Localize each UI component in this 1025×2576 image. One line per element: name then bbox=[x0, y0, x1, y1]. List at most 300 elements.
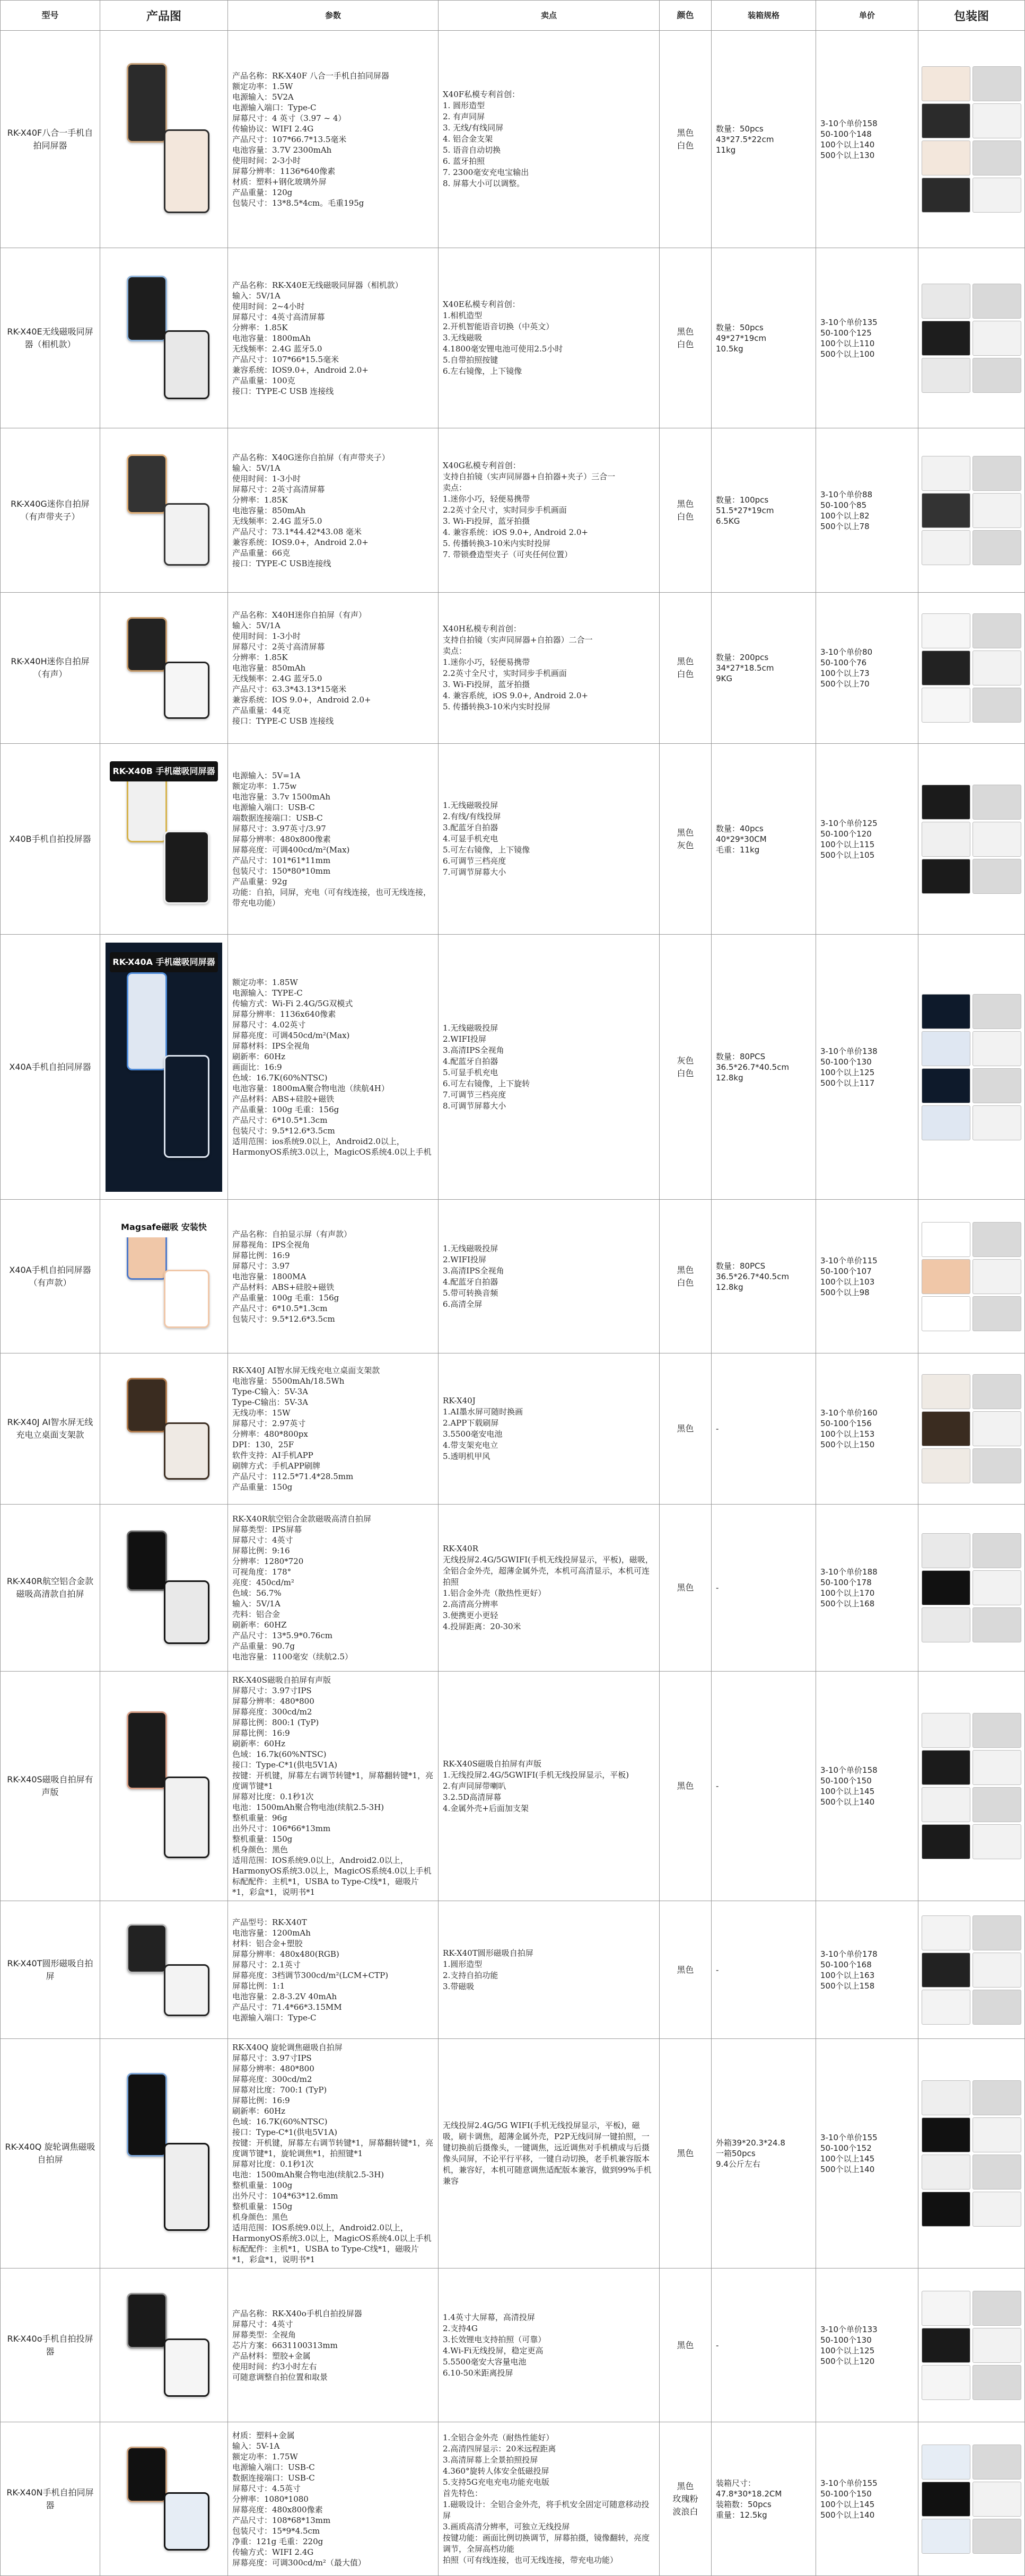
params-cell-line: 屏幕尺寸：4.5英寸 bbox=[232, 2483, 301, 2493]
device-photo bbox=[127, 63, 167, 143]
package-photo bbox=[973, 1824, 1021, 1859]
table-row bbox=[1, 935, 1025, 1200]
selling-cell-line: 1.圆形造型 bbox=[443, 1959, 483, 1969]
package-photo bbox=[922, 1570, 970, 1605]
package-photo bbox=[922, 1533, 970, 1568]
selling-cell-line: 6.可左右镜像，上下旋转 bbox=[443, 1078, 530, 1088]
package-image-cell bbox=[918, 2269, 1025, 2422]
package-photo bbox=[922, 530, 970, 565]
table-row bbox=[1, 1200, 1025, 1353]
params-cell-line: 产品名称：RK-X40o手机自拍投屏器 bbox=[232, 2308, 362, 2318]
params-cell-line: 分辨率：480*800px bbox=[232, 1429, 308, 1439]
package-photo bbox=[973, 688, 1021, 723]
device-photo bbox=[164, 1270, 209, 1328]
packing-cell: 数量：50pcs 43*27.5*22cm 11kg bbox=[712, 31, 816, 248]
package-photo bbox=[922, 994, 970, 1029]
selling-cell-line: 无线投屏2.4G/5G WIFI(手机无线投屏显示，平板)，磁吸，刷卡调焦，超薄金属外壳，P2P无线同屏一键拍照，一键切换前后摄像头，一键调焦，远近调焦对手机横成与后摄像头同屏，不论平行平移，一键自动切换，老手机兼容版本机，兼容好，本机可随意调焦适配版本兼容，做到99%手机兼容 bbox=[443, 2121, 652, 2186]
package-photo bbox=[922, 1915, 970, 1950]
package-photo bbox=[922, 1105, 970, 1140]
selling-cell-line: 按键功能：画面比例切换调节，屏幕拍摄，镜像翻转，亮度调节，全屏高档功能 bbox=[443, 2533, 650, 2554]
package-image bbox=[918, 63, 1024, 216]
product-image bbox=[106, 2430, 222, 2568]
price-cell: 3-10个单价188 50-100个178 100个以上170 500个以上168 bbox=[816, 1505, 918, 1672]
params-cell-line: 屏幕分辨率：1136*640像素 bbox=[232, 166, 336, 176]
product-image bbox=[106, 256, 222, 420]
package-photo bbox=[973, 1953, 1021, 1988]
params-cell-line: 屏幕分辨率：480*800 bbox=[232, 1696, 314, 1706]
params-cell-line: 无线功率：15W bbox=[232, 1408, 291, 1418]
selling-cell-line: 5.自带拍照按键 bbox=[443, 355, 498, 365]
packing-cell: - bbox=[712, 2269, 816, 2422]
selling-cell-line: 1.迷你小巧，轻便易携带 bbox=[443, 494, 530, 504]
package-image-cell bbox=[918, 31, 1025, 248]
package-photo bbox=[973, 650, 1021, 685]
params-cell-line: 屏幕比例：16:9 bbox=[232, 1728, 290, 1738]
selling-cell-line: 5.5500毫安大容量电池 bbox=[443, 2357, 527, 2367]
selling-cell-line: 2.WIFI投屏 bbox=[443, 1034, 486, 1044]
device-photo bbox=[164, 330, 209, 399]
selling-cell bbox=[439, 744, 660, 935]
price-cell: 3-10个单价158 50-100个148 100个以上140 500个以上130 bbox=[816, 31, 918, 248]
params-cell-line: 屏幕亮度：可调300cd/m²（最大值） bbox=[232, 2557, 366, 2568]
header-color: 颜色 bbox=[660, 1, 712, 31]
product-image bbox=[106, 2276, 222, 2414]
image-banner-text: RK-X40A 手机磁吸同屏器 bbox=[110, 952, 218, 972]
params-cell-line: 芯片方案：6631100313mm bbox=[232, 2340, 338, 2350]
selling-cell-line: 4. 兼容系统：iOS 9.0+, Android 2.0+ bbox=[443, 527, 589, 537]
params-cell-line: 兼容系统：IOS9.0+，Android 2.0+ bbox=[232, 365, 369, 375]
selling-cell-line: 2.支持4G bbox=[443, 2323, 478, 2333]
selling-cell-line: 4.可显手机充电 bbox=[443, 834, 498, 843]
params-cell-line: 产品材料：塑胶+金属 bbox=[232, 2351, 311, 2361]
product-image bbox=[106, 436, 222, 585]
package-photo bbox=[922, 1824, 970, 1859]
params-cell-line: 产品重量：100g 毛重：156g bbox=[232, 1104, 339, 1114]
package-photo bbox=[922, 1607, 970, 1642]
params-cell-line: 使用时间：约3小时左右 bbox=[232, 2361, 317, 2371]
package-photo bbox=[922, 178, 970, 213]
device-photo bbox=[127, 2293, 167, 2349]
params-cell-line: 接口：Type-C*1(供电5V1A) bbox=[232, 2127, 338, 2137]
selling-cell-line: 1.无线磁吸投屏 bbox=[443, 801, 498, 810]
params-cell-line: 功能：自拍，同屏，充电（可有线连接，也可无线连接，带充电功能） bbox=[232, 887, 432, 908]
package-photo bbox=[922, 1787, 970, 1822]
params-cell-line: 电池容量：5500mAh/18.5Wh bbox=[232, 1376, 345, 1386]
package-image bbox=[918, 2441, 1024, 2557]
selling-cell-line: 无线投屏2.4G/5GWIFI(手机无线投屏显示，平板)，磁吸，全铝合金外壳，超薄金属外壳，本机可高清显示，本机可连拍照 bbox=[443, 1555, 653, 1587]
package-photo bbox=[973, 2519, 1021, 2554]
table-row bbox=[1, 1901, 1025, 2039]
selling-cell bbox=[439, 593, 660, 744]
selling-cell-line: 3.5500毫安电池 bbox=[443, 1429, 503, 1439]
selling-cell-line: RK-X40R bbox=[443, 1544, 479, 1553]
selling-cell-line: 3.无线磁吸 bbox=[443, 333, 483, 342]
package-photo bbox=[922, 2519, 970, 2554]
params-cell-line: 无线频率：2.4G 蓝牙5.0 bbox=[232, 516, 322, 526]
params-cell-line: 使用时间：1-3小时 bbox=[232, 473, 301, 483]
selling-cell-line: RK-X40J bbox=[443, 1396, 476, 1405]
package-photo bbox=[922, 1953, 970, 1988]
table-row bbox=[1, 248, 1025, 428]
params-cell bbox=[228, 1901, 439, 2039]
package-photo bbox=[922, 1750, 970, 1785]
header-packing: 装箱规格 bbox=[712, 1, 816, 31]
selling-cell bbox=[439, 935, 660, 1200]
package-image bbox=[918, 1530, 1024, 1646]
color-cell: 黑色 bbox=[660, 1901, 712, 2039]
color-cell: 灰色 白色 bbox=[660, 935, 712, 1200]
selling-cell-line: 3. 无线/有线同屏 bbox=[443, 123, 504, 133]
selling-cell-line: 4.1800毫安锂电池可使用2.5小时 bbox=[443, 344, 563, 354]
device-photo bbox=[164, 1580, 209, 1644]
selling-cell-line: 6.10-50米距离投屏 bbox=[443, 2368, 513, 2378]
package-image-cell bbox=[918, 428, 1025, 593]
device-photo bbox=[164, 831, 209, 904]
package-photo bbox=[973, 1374, 1021, 1409]
product-image-cell bbox=[100, 1505, 228, 1672]
product-image bbox=[106, 943, 222, 1192]
price-cell: 3-10个单价138 50-100个130 100个以上125 500个以上117 bbox=[816, 935, 918, 1200]
package-photo bbox=[922, 688, 970, 723]
selling-cell-line: 4. 兼容系统，iOS 9.0+, Android 2.0+ bbox=[443, 691, 589, 700]
package-photo bbox=[973, 859, 1021, 894]
params-cell-line: 适用范围：IOS系统9.0以上，Android2.0以上，HarmonyOS系统3.0以上，MagicOS系统4.0以上手机 bbox=[232, 2223, 432, 2243]
package-photo bbox=[922, 2291, 970, 2326]
selling-cell bbox=[439, 2422, 660, 2576]
device-photo bbox=[127, 773, 167, 842]
params-cell-line: 电池容量：3.7v 1500mAh bbox=[232, 792, 330, 802]
params-cell-line: 产品重量：90.7g bbox=[232, 1641, 295, 1651]
package-photo bbox=[922, 2328, 970, 2363]
color-cell: 黑色 白色 bbox=[660, 428, 712, 593]
package-photo bbox=[973, 1570, 1021, 1605]
params-cell-line: 刷新率：60HZ bbox=[232, 1620, 287, 1630]
params-cell-line: 屏幕尺寸：4英寸 bbox=[232, 1535, 293, 1545]
params-cell bbox=[228, 1200, 439, 1353]
color-cell: 黑色 bbox=[660, 2269, 712, 2422]
selling-cell-line: 5.支持5G充电充电功能充电版 bbox=[443, 2477, 549, 2487]
package-photo bbox=[973, 358, 1021, 393]
device-photo bbox=[127, 1531, 167, 1591]
params-cell-line: 净重：121g 毛重：220g bbox=[232, 2536, 323, 2546]
packing-cell: 数量：80PCS 36.5*26.7*40.5cm 12.8kg bbox=[712, 1200, 816, 1353]
packing-cell: - bbox=[712, 1505, 816, 1672]
package-photo bbox=[973, 1068, 1021, 1103]
selling-cell-line: 3.长效锂电支持拍照（可靠） bbox=[443, 2334, 546, 2344]
device-photo bbox=[127, 276, 167, 341]
selling-cell-line: 2.有声同屏带喇叭 bbox=[443, 1781, 506, 1791]
model-cell: RK-X40R航空铝合金款磁吸高清款自拍屏 bbox=[1, 1505, 100, 1672]
params-cell-line: 屏幕比例：16:9 bbox=[232, 2096, 290, 2105]
selling-cell-line: 4.360°旋转人体安全低磁投屏 bbox=[443, 2466, 549, 2476]
params-cell-line: 材料：铝合金+塑胶 bbox=[232, 1938, 303, 1948]
params-cell-line: 刷新率：60Hz bbox=[232, 1051, 286, 1061]
package-image-cell bbox=[918, 744, 1025, 935]
selling-cell-line: 5. 传播转换3-10米内实时投屏 bbox=[443, 539, 550, 548]
product-image-cell bbox=[100, 744, 228, 935]
params-cell bbox=[228, 31, 439, 248]
params-cell-line: 电源输入：TYPE-C bbox=[232, 988, 303, 998]
model-cell: X40A手机自拍同屏器（有声款） bbox=[1, 1200, 100, 1353]
package-photo bbox=[973, 613, 1021, 648]
selling-cell-line: 3.带磁吸 bbox=[443, 1981, 475, 1991]
selling-cell-line: 首先特色： bbox=[443, 2488, 483, 2498]
product-image bbox=[106, 601, 222, 736]
params-cell-line: 整机重量：150g bbox=[232, 1834, 293, 1844]
header-model: 型号 bbox=[1, 1, 100, 31]
params-cell-line: 壳料：铝合金 bbox=[232, 1610, 281, 1619]
params-cell-line: 产品型号：RK-X40T bbox=[232, 1917, 307, 1927]
selling-cell-line: 支持自拍镜（实声同屏器+自拍器）二合一 bbox=[443, 635, 593, 645]
selling-cell-line: 1.4英寸大屏幕，高清投屏 bbox=[443, 2312, 535, 2322]
model-cell: RK-X40G迷你自拍屏（有声带夹子） bbox=[1, 428, 100, 593]
package-photo bbox=[922, 1411, 970, 1446]
package-image bbox=[918, 1371, 1024, 1487]
package-image-cell bbox=[918, 1200, 1025, 1353]
product-image bbox=[106, 1688, 222, 1884]
price-cell: 3-10个单价155 50-100个152 100个以上145 500个以上140 bbox=[816, 2039, 918, 2269]
package-photo bbox=[973, 1411, 1021, 1446]
package-photo bbox=[973, 1533, 1021, 1568]
params-cell-line: 软件支持：AI手机APP bbox=[232, 1450, 313, 1460]
params-cell-line: 产品尺寸：107*66.7*13.5毫米 bbox=[232, 134, 347, 144]
package-photo bbox=[973, 994, 1021, 1029]
selling-cell-line: 3.高清屏幕上全景拍照投屏 bbox=[443, 2455, 538, 2465]
selling-cell-line: 4.金属外壳+后面加支架 bbox=[443, 1803, 529, 1813]
device-photo bbox=[127, 1924, 167, 1973]
selling-cell-line: 2.2英寸全尺寸，实时同步手机画面 bbox=[443, 669, 567, 678]
device-photo bbox=[127, 1378, 167, 1432]
product-image-cell bbox=[100, 935, 228, 1200]
params-cell-line: 电源输入：5V=1A bbox=[232, 770, 301, 780]
package-photo bbox=[922, 456, 970, 491]
device-photo bbox=[127, 1711, 167, 1789]
packing-cell: 数量：40pcs 40*29*30CM 毛重：11kg bbox=[712, 744, 816, 935]
params-cell-line: 电池容量：850mAh bbox=[232, 505, 306, 515]
selling-cell-line: 支持自拍镜（实声同屏器+自拍器+夹子）三合一 bbox=[443, 472, 616, 481]
params-cell-line: 屏幕亮度：可调400cd/m²(Max) bbox=[232, 845, 350, 855]
header-price: 单价 bbox=[816, 1, 918, 31]
params-cell-line: 产品重量：120g bbox=[232, 187, 293, 197]
params-cell-line: 产品尺寸：112.5*71.4*28.5mm bbox=[232, 1472, 354, 1481]
params-cell-line: 屏幕尺寸：2.97英寸 bbox=[232, 1419, 306, 1428]
params-cell-line: 屏幕尺寸：3.97 bbox=[232, 1261, 290, 1271]
device-photo bbox=[164, 2143, 209, 2231]
header-selling: 卖点 bbox=[439, 1, 660, 31]
header-image: 产品图 bbox=[100, 1, 228, 31]
params-cell-line: 传输方式：WIFI 2.4G bbox=[232, 2547, 314, 2557]
params-cell-line: 屏幕分辨率：1136x640像素 bbox=[232, 1009, 336, 1019]
package-photo bbox=[973, 103, 1021, 138]
header-params: 参数 bbox=[228, 1, 439, 31]
params-cell-line: 屏幕分辨率：480x800像素 bbox=[232, 834, 331, 844]
selling-cell-line: 8. 屏幕大小可以调整。 bbox=[443, 179, 525, 188]
selling-cell-line: 7.可调节三档亮度 bbox=[443, 1089, 506, 1100]
selling-cell-line: 2.高清高分辨率 bbox=[443, 1599, 498, 1609]
model-cell: RK-X40J AI智水屏无线充电立桌面支架款 bbox=[1, 1353, 100, 1505]
color-cell: 黑色 白色 bbox=[660, 593, 712, 744]
params-cell-line: 屏幕亮度：可调450cd/m²(Max) bbox=[232, 1030, 350, 1040]
color-cell: 黑色 bbox=[660, 1353, 712, 1505]
device-photo bbox=[127, 617, 167, 672]
product-image bbox=[106, 1909, 222, 2031]
params-cell-line: 分辨率：1.85K bbox=[232, 495, 288, 505]
params-cell-line: 屏幕比例：800:1 (TyP) bbox=[232, 1718, 319, 1727]
params-cell-line: 电池容量：1100毫安（续航2.5） bbox=[232, 1652, 353, 1661]
params-cell-line: 出外尺寸：104*63*12.6mm bbox=[232, 2191, 338, 2201]
device-photo bbox=[164, 2338, 209, 2397]
selling-cell-line: X40G私模专利首创： bbox=[443, 461, 521, 470]
selling-cell bbox=[439, 428, 660, 593]
params-cell-line: 额定功率：1.75w bbox=[232, 781, 297, 791]
selling-cell-line: RK-X40T圆形磁吸自拍屏 bbox=[443, 1948, 533, 1958]
params-cell-line: 屏幕对比度：0.1秒1次 bbox=[232, 2159, 314, 2169]
params-cell bbox=[228, 248, 439, 428]
selling-cell-line: 6.高清全屏 bbox=[443, 1299, 483, 1309]
package-photo bbox=[973, 1607, 1021, 1642]
package-photo bbox=[973, 2328, 1021, 2363]
color-cell: 黑色 白色 bbox=[660, 31, 712, 248]
selling-cell-line: 6. 蓝牙拍照 bbox=[443, 156, 485, 166]
params-cell-line: 产品名称：X40G迷你自拍屏（有声带夹子） bbox=[232, 452, 390, 462]
selling-cell-line: 3.配蓝牙自拍器 bbox=[443, 823, 498, 832]
package-photo bbox=[973, 822, 1021, 857]
params-cell-line: 接口：Type-C*1(供电5V1A) bbox=[232, 1760, 338, 1770]
params-cell-line: 屏幕分辨率：480*800 bbox=[232, 2064, 314, 2073]
table-row bbox=[1, 1672, 1025, 1901]
params-cell-line: 分辨率：1280*720 bbox=[232, 1557, 304, 1566]
product-image-cell bbox=[100, 1901, 228, 2039]
params-cell-line: 使用时间：2~4小时 bbox=[232, 301, 305, 311]
package-image bbox=[918, 453, 1024, 568]
params-cell-line: 整机重量：96g bbox=[232, 1813, 287, 1823]
params-cell-line: 电源输入：5V2A bbox=[232, 92, 294, 102]
table-row bbox=[1, 744, 1025, 935]
package-photo bbox=[922, 1990, 970, 2025]
package-photo bbox=[973, 321, 1021, 356]
device-photo bbox=[164, 2492, 209, 2551]
package-photo bbox=[922, 358, 970, 393]
package-photo bbox=[973, 1031, 1021, 1066]
color-cell: 黑色 bbox=[660, 2039, 712, 2269]
table-row bbox=[1, 31, 1025, 248]
selling-cell-line: 1.铝合金外壳（散热性更好） bbox=[443, 1588, 546, 1598]
params-cell bbox=[228, 935, 439, 1200]
packing-cell: - bbox=[712, 1901, 816, 2039]
params-cell-line: 机身颜色：黑色 bbox=[232, 2212, 288, 2222]
package-photo bbox=[922, 2445, 970, 2480]
params-cell-line: 电池容量：3.7V 2300mAh bbox=[232, 145, 332, 155]
package-image-cell bbox=[918, 1672, 1025, 1901]
params-cell-line: 产品尺寸：63.3*43.13*15毫米 bbox=[232, 684, 347, 694]
selling-cell-line: RK-X40S磁吸自拍屏有声版 bbox=[443, 1759, 541, 1769]
selling-cell-line: 4.带支架充电立 bbox=[443, 1440, 498, 1450]
product-image-cell bbox=[100, 593, 228, 744]
package-image-cell bbox=[918, 935, 1025, 1200]
selling-cell-line: 卖点： bbox=[443, 646, 467, 656]
params-cell-line: 整机重量：100g bbox=[232, 2181, 293, 2190]
package-photo bbox=[922, 1374, 970, 1409]
package-photo bbox=[922, 2080, 970, 2115]
selling-cell-line: 1.AI墨水屏可随时换画 bbox=[443, 1407, 523, 1417]
package-photo bbox=[973, 140, 1021, 175]
params-cell-line: 屏幕材料：IPS全视角 bbox=[232, 1041, 310, 1051]
params-cell-line: 屏幕亮度：300cd/m2 bbox=[232, 1707, 312, 1717]
params-cell-line: 产品名称：RK-X40E无线磁吸同屏器（相机款） bbox=[232, 280, 403, 290]
price-cell: 3-10个单价133 50-100个130 100个以上125 500个以上120 bbox=[816, 2269, 918, 2422]
selling-cell-line: 6.左右镜像，上下镜像 bbox=[443, 366, 522, 376]
params-cell-line: 分辨率：1.85K bbox=[232, 322, 288, 332]
selling-cell-line: 1.相机造型 bbox=[443, 311, 483, 320]
params-cell-line: 电池容量：1800mAh bbox=[232, 333, 311, 343]
package-image bbox=[918, 781, 1024, 897]
params-cell bbox=[228, 744, 439, 935]
selling-cell-line: 1. 圆形造型 bbox=[443, 101, 485, 110]
params-cell-line: 产品重量：92g bbox=[232, 876, 287, 886]
product-image-cell bbox=[100, 2039, 228, 2269]
model-cell: RK-X40Q 旋轮调焦磁吸自拍屏 bbox=[1, 2039, 100, 2269]
selling-cell-line: 2.APP下载刷屏 bbox=[443, 1418, 499, 1428]
package-image bbox=[918, 1219, 1024, 1334]
params-cell-line: 屏幕视角：IPS全视角 bbox=[232, 1239, 310, 1250]
package-photo bbox=[973, 1296, 1021, 1331]
package-photo bbox=[922, 2365, 970, 2400]
package-image bbox=[918, 991, 1024, 1144]
device-photo bbox=[164, 129, 209, 213]
params-cell-line: 整机重量：150g bbox=[232, 2202, 293, 2211]
params-cell-line: 机身颜色：黑色 bbox=[232, 1845, 288, 1854]
device-photo bbox=[164, 1422, 209, 1480]
selling-cell-line: 3. Wi-Fi投屏，蓝牙拍摄 bbox=[443, 680, 530, 689]
selling-cell-line: X40E私模专利首创： bbox=[443, 300, 520, 309]
selling-cell bbox=[439, 1901, 660, 2039]
params-cell-line: 适用范围：ios系统9.0以上，Android2.0以上，HarmonyOS系统3.0以上，MagicOS系统4.0以上手机 bbox=[232, 1136, 432, 1157]
price-cell: 3-10个单价178 50-100个168 100个以上163 500个以上158 bbox=[816, 1901, 918, 2039]
device-photo bbox=[127, 972, 167, 1070]
selling-cell bbox=[439, 2269, 660, 2422]
params-cell-line: RK-X40Q 旋轮调焦磁吸自拍屏 bbox=[232, 2043, 343, 2052]
selling-cell-line: 1.全铝合金外壳（耐热性能好） bbox=[443, 2432, 554, 2442]
selling-cell-line: 1.无线磁吸投屏 bbox=[443, 1023, 498, 1033]
price-cell: 3-10个单价160 50-100个156 100个以上153 500个以上150 bbox=[816, 1353, 918, 1505]
model-cell: RK-X40H迷你自拍屏（有声） bbox=[1, 593, 100, 744]
color-cell: 黑色 bbox=[660, 1505, 712, 1672]
package-photo bbox=[922, 1259, 970, 1294]
selling-cell-line: 6.可调节三档亮度 bbox=[443, 856, 506, 866]
params-cell-line: 产品重量：66克 bbox=[232, 548, 291, 558]
params-cell-line: 屏幕分辨率：480x480(RGB) bbox=[232, 1949, 339, 1959]
price-cell: 3-10个单价125 50-100个120 100个以上115 500个以上105 bbox=[816, 744, 918, 935]
params-cell-line: 兼容系统：IOS 9.0+，Android 2.0+ bbox=[232, 695, 371, 705]
selling-cell-line: 4.配蓝牙自拍器 bbox=[443, 1056, 498, 1066]
package-photo bbox=[973, 1713, 1021, 1748]
params-cell-line: 无线频率：2.4G 蓝牙5.0 bbox=[232, 344, 322, 354]
selling-cell-line: X40F私模专利首创： bbox=[443, 90, 520, 99]
params-cell-line: 屏幕尺寸：2.1英寸 bbox=[232, 1959, 301, 1970]
package-photo bbox=[973, 2080, 1021, 2115]
params-cell-line: 屏幕类型：IPS屏幕 bbox=[232, 1525, 302, 1534]
params-cell-line: 电池：1500mAh聚合物电池(续航2.5-3H) bbox=[232, 2170, 384, 2179]
params-cell-line: 屏幕亮度：300cd/m2 bbox=[232, 2074, 312, 2084]
params-cell-line: 电源输入端口：Type-C bbox=[232, 2012, 317, 2023]
params-cell-line: 产品重量：100g 毛重：156g bbox=[232, 1293, 339, 1303]
params-cell-line: 产品尺寸：108*68*13mm bbox=[232, 2515, 331, 2525]
model-cell: X40A手机自拍同屏器 bbox=[1, 935, 100, 1200]
selling-cell-line: 4. 铝合金支架 bbox=[443, 134, 493, 144]
params-cell-line: Type-C输出：5V-3A bbox=[232, 1397, 308, 1407]
package-photo bbox=[973, 1990, 1021, 2025]
params-cell-line: 产品名称：RK-X40F 八合一手机自拍同屏器 bbox=[232, 71, 389, 81]
